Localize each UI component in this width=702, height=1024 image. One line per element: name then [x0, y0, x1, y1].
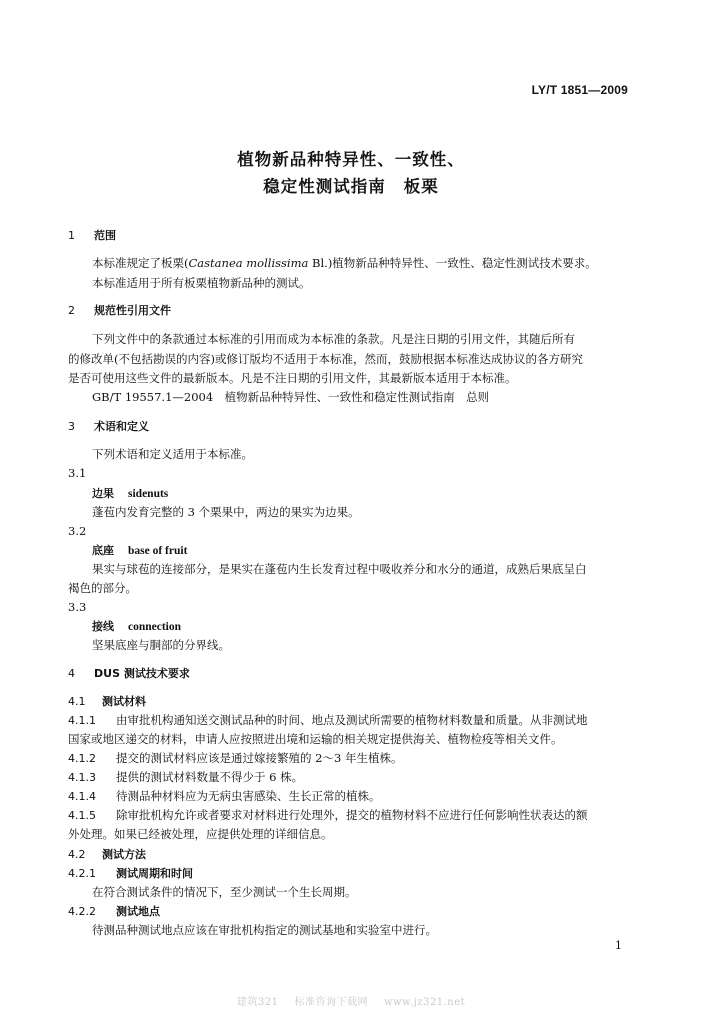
clause-text: 由审批机构通知送交测试品种的时间、地点及测试所需要的植物材料数量和质量。从非测试地 — [116, 713, 588, 727]
term-cn: 底座 — [92, 544, 114, 557]
section-title: 范围 — [94, 229, 116, 242]
term-3-2-number: 3.2 — [68, 524, 87, 538]
clause-4-1-5-line-1 — [68, 806, 588, 825]
section-number: 4.2 — [68, 848, 86, 861]
term-3-2-heading — [92, 541, 187, 560]
title-part-guideline: 稳定性测试指南 — [263, 177, 386, 196]
clause-text: 提供的测试材料数量不得少于 6 株。 — [116, 770, 304, 784]
clause-text: 提交的测试材料应该是通过嫁接繁殖的 2～3 年生植株。 — [116, 751, 403, 765]
section-4-1-heading — [68, 692, 146, 711]
section-3-heading — [68, 418, 149, 436]
term-3-1-number: 3.1 — [68, 466, 87, 480]
section-title: DUS 测试技术要求 — [94, 667, 190, 680]
term-en: sidenuts — [128, 488, 169, 500]
term-3-3-number: 3.3 — [68, 600, 87, 614]
section-4-2-2-text: 待测品种测试地点应该在审批机构指定的测试基地和实验室中进行。 — [92, 923, 437, 937]
clause-number: 4.1.3 — [68, 771, 96, 784]
section-1-heading — [68, 227, 116, 245]
text-fragment: Bl.)植物新品种特异性、一致性、稳定性测试技术要求。 — [308, 256, 597, 270]
section-title: 测试地点 — [116, 905, 160, 918]
clause-4-1-1-line-2: 国家或地区递交的材料，申请人应按照进出境和运输的相关规定提供海关、植物检疫等相关文件。 — [68, 732, 563, 746]
page-number: 1 — [615, 939, 622, 952]
section-title: 测试方法 — [102, 848, 146, 861]
clause-number: 4.1.5 — [68, 809, 96, 822]
clause-4-1-3 — [68, 768, 303, 787]
clause-number: 4.1.1 — [68, 714, 96, 727]
section-title: 测试周期和时间 — [116, 867, 193, 880]
section-1-para-1 — [92, 254, 597, 272]
clause-number: 4.1.4 — [68, 790, 96, 803]
latin-name: Castanea mollissima — [188, 256, 309, 270]
clause-4-1-4 — [68, 787, 381, 806]
section-title: 术语和定义 — [94, 420, 149, 433]
watermark-site-name: 建筑321 — [236, 997, 279, 1008]
section-1-para-2: 本标准适用于所有板栗植物新品种的测试。 — [92, 276, 311, 290]
section-4-heading — [68, 665, 190, 683]
clause-4-1-1-line-1 — [68, 711, 588, 730]
section-number: 1 — [68, 229, 75, 242]
title-part-species: 板栗 — [403, 177, 439, 196]
term-3-3-heading — [92, 617, 181, 636]
section-number: 4.2.1 — [68, 867, 96, 880]
term-cn: 边果 — [92, 487, 114, 500]
clause-4-1-2 — [68, 749, 402, 768]
section-4-2-heading — [68, 845, 146, 864]
section-number: 4 — [68, 667, 75, 680]
section-2-para-line-3: 是否可使用这些文件的最新版本。凡是不注日期的引用文件，其最新版本适用于本标准。 — [68, 371, 517, 385]
term-cn: 接线 — [92, 620, 114, 633]
section-number: 4.2.2 — [68, 905, 96, 918]
section-number: 2 — [68, 304, 75, 317]
section-title: 测试材料 — [102, 695, 146, 708]
watermark — [0, 993, 702, 1008]
clause-text: 待测品种材料应为无病虫害感染、生长正常的植株。 — [116, 789, 381, 803]
section-number: 3 — [68, 420, 75, 433]
term-3-2-definition-line-2: 褐色的部分。 — [68, 581, 137, 595]
watermark-url: www.jz321.net — [383, 997, 466, 1008]
section-number: 4.1 — [68, 695, 86, 708]
section-4-2-1-text: 在符合测试条件的情况下，至少测试一个生长周期。 — [92, 885, 357, 899]
standard-code: LY/T 1851—2009 — [531, 83, 628, 97]
section-4-2-1-heading — [68, 864, 193, 883]
section-2-reference: GB/T 19557.1—2004 植物新品种特异性、一致性和稳定性测试指南 总则 — [92, 390, 490, 404]
term-en: base of fruit — [128, 545, 188, 557]
document-title-line-1: 植物新品种特异性、一致性、 — [237, 150, 465, 169]
clause-text: 除审批机构允许或者要求对材料进行处理外，提交的植物材料不应进行任何影响性状表达的额 — [116, 808, 588, 822]
section-3-intro: 下列术语和定义适用于本标准。 — [92, 447, 253, 461]
term-3-3-definition: 坚果底座与胴部的分界线。 — [92, 638, 230, 652]
section-4-2-2-heading — [68, 902, 160, 921]
term-3-2-definition-line-1: 果实与球苞的连接部分，是果实在蓬苞内生长发育过程中吸收养分和水分的通道，成熟后果底呈白 — [92, 562, 587, 576]
document-title-line-2 — [0, 173, 702, 197]
term-en: connection — [128, 621, 182, 633]
clause-number: 4.1.2 — [68, 752, 96, 765]
section-title: 规范性引用文件 — [94, 304, 171, 317]
section-2-para-line-1: 下列文件中的条款通过本标准的引用而成为本标准的条款。凡是注日期的引用文件，其随后所有 — [92, 332, 575, 346]
section-2-heading — [68, 302, 171, 320]
watermark-slogan: 标准咨询下载网 — [294, 997, 368, 1008]
section-2-para-line-2: 的修改单(不包括勘误的内容)或修订版均不适用于本标准，然而，鼓励根据本标准达成协议的各方研究 — [68, 352, 583, 366]
term-3-1-heading — [92, 484, 168, 503]
term-3-1-definition: 蓬苞内发育完整的 3 个栗果中，两边的果实为边果。 — [92, 505, 360, 519]
text-fragment: 本标准规定了板栗( — [92, 256, 189, 270]
clause-4-1-5-line-2: 外处理。如果已经被处理，应提供处理的详细信息。 — [68, 827, 333, 841]
